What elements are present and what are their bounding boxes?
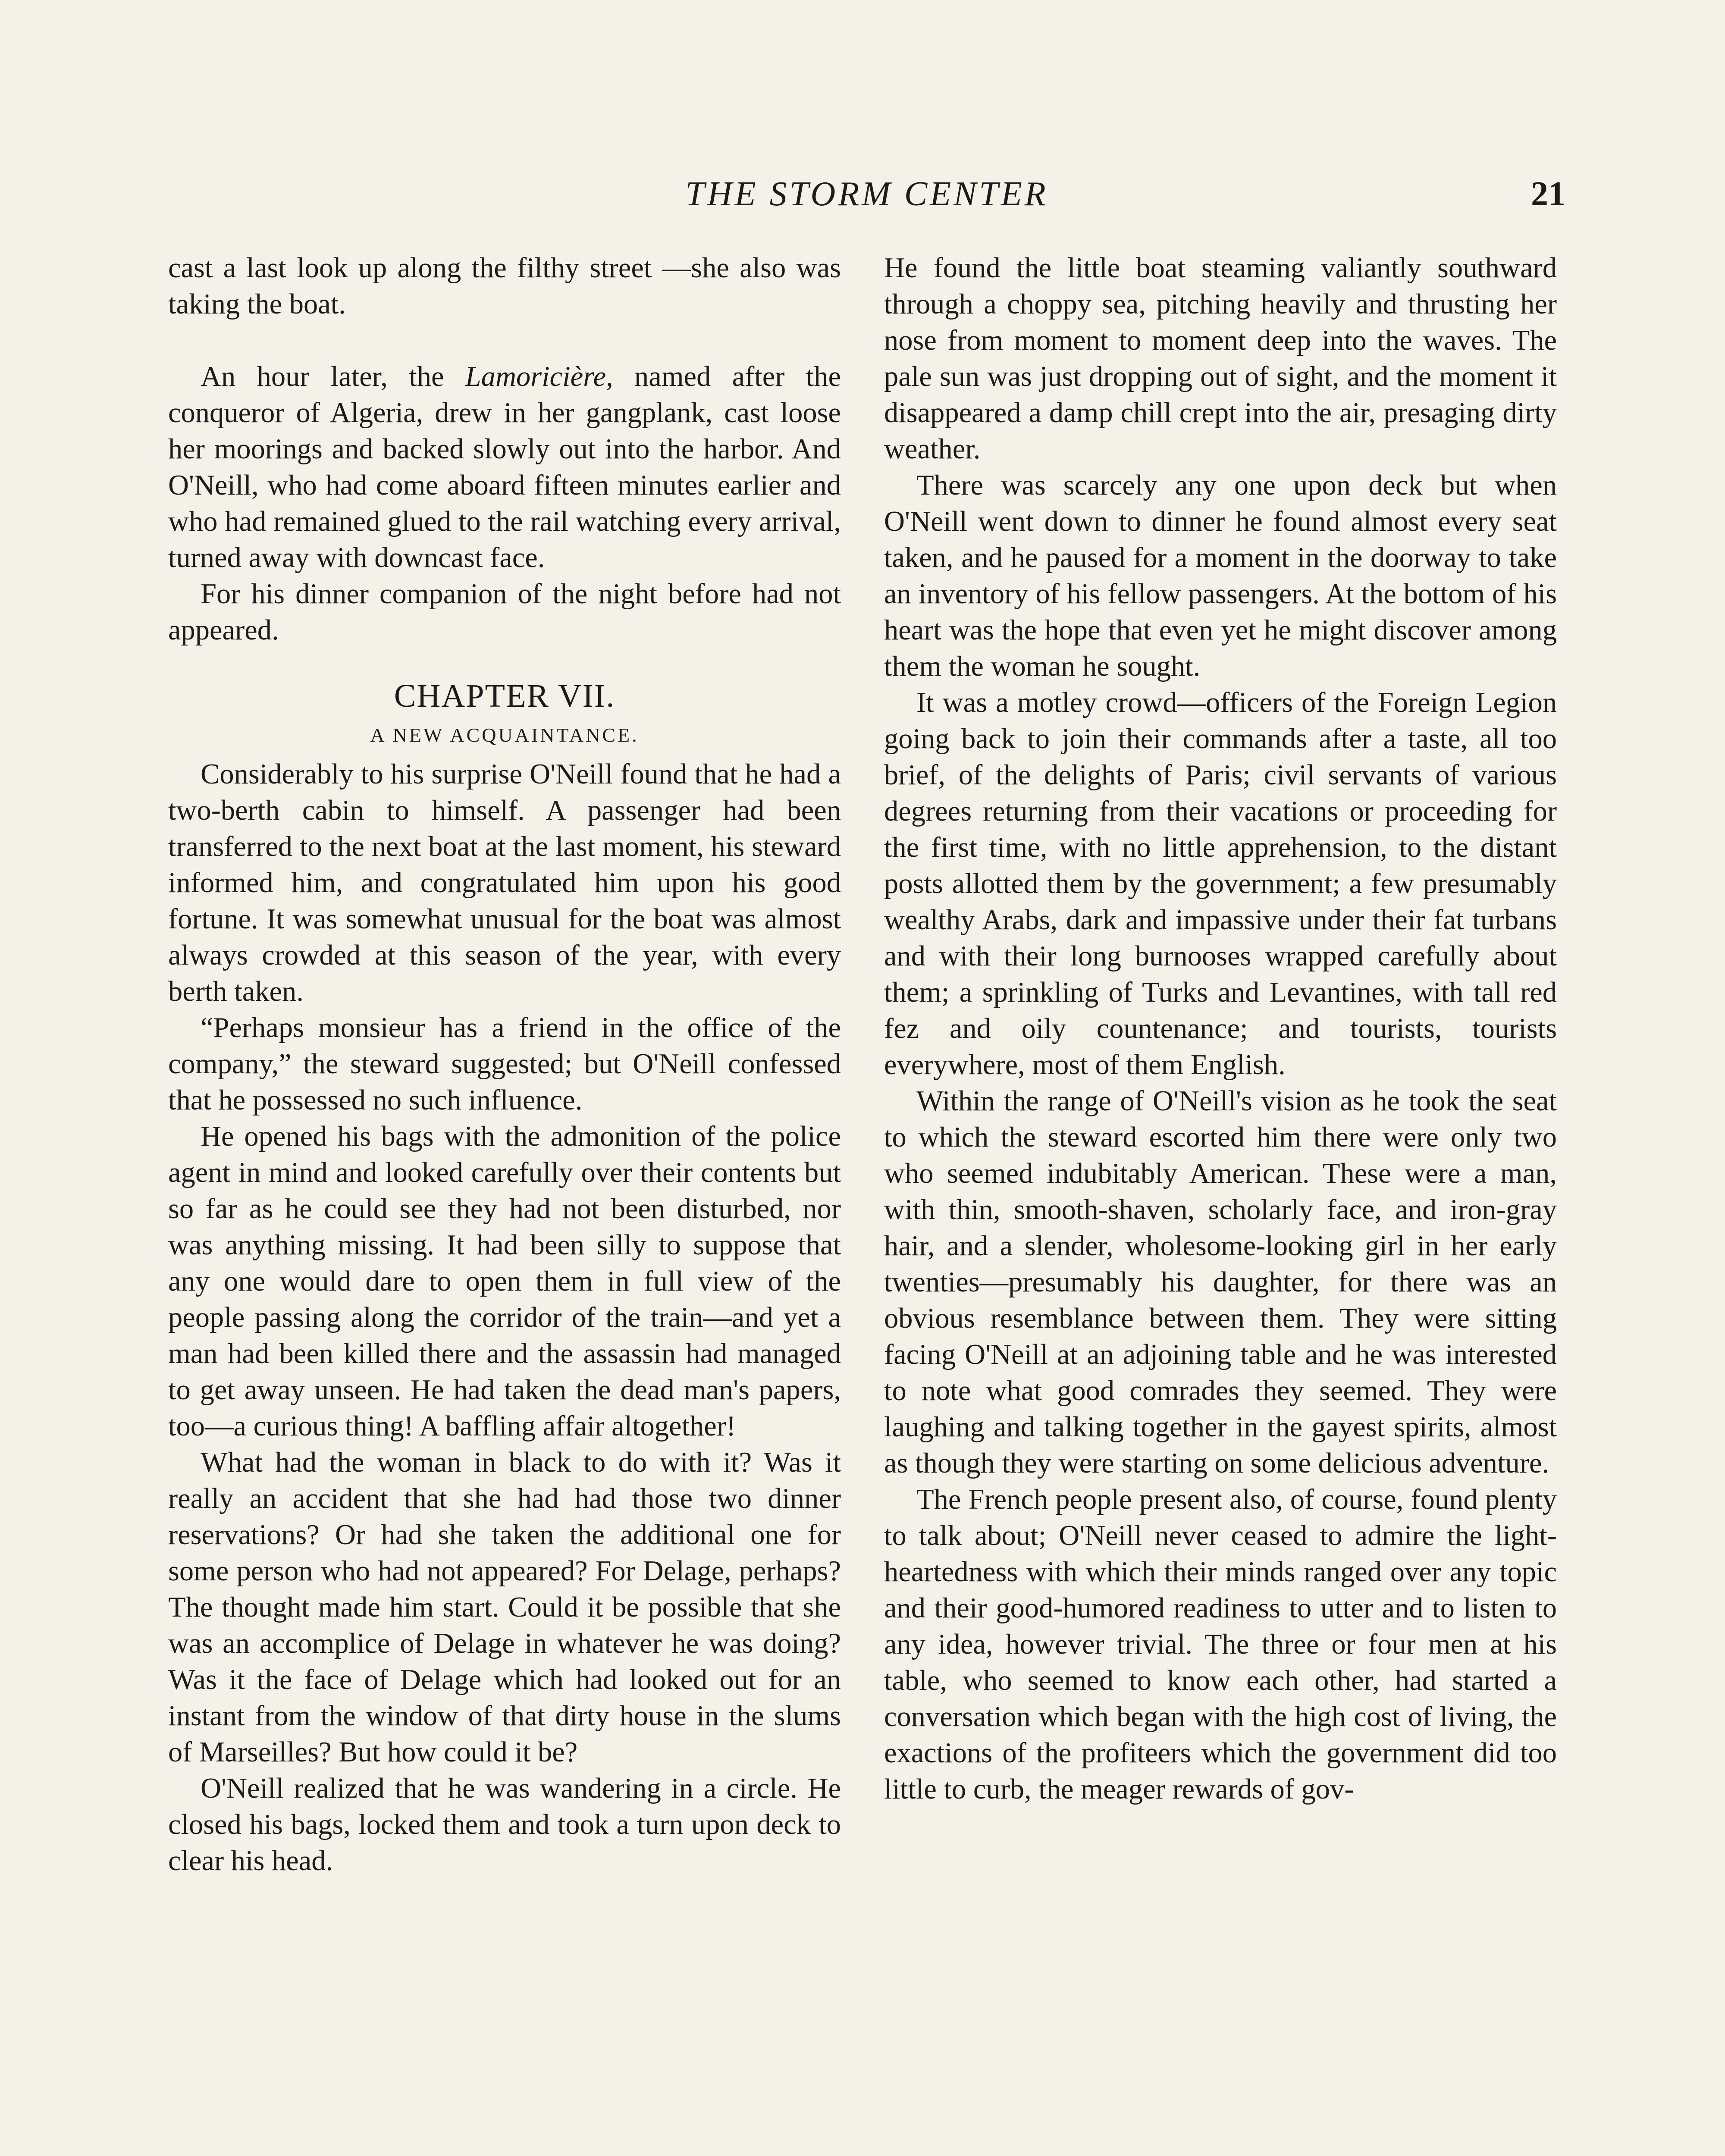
chapter-subtitle: A NEW ACQUAINTANCE. [370, 724, 639, 746]
text-run: named after the conqueror of Algeria, drew in her gangplank, cast loose her moorings and backed slowly out into the harbor. And O'Neill, who had come aboard fifteen minutes earlier and who had remained glued to the rail watching every arrival, turned away with downcast face. [168, 361, 841, 573]
paragraph: O'Neill realized that he was wandering in a circle. He closed his bags, locked them and took a turn upon deck to clear his head. [168, 1773, 841, 1877]
paragraph: He opened his bags with the admonition of the police agent in mind and looked carefully over their contents but so far as he could see they had not been disturbed, nor was anything missing. It had been silly to suppose that any one would dare to open them in full view of the people passing along the corridor of the train—and yet a man had been killed there and the assassin had managed to get away unseen. He had taken the dead man's papers, too—a curious thing! A baffling affair altogether! [168, 1121, 841, 1442]
paragraph: Considerably to his surprise O'Neill found that he had a two-berth cabin to himself. A passenger had been transferred to the next boat at the last moment, his steward informed him, and congratulated him upon his good fortune. It was somewhat unusual for the boat was almost always crowded at this season of the year, with every berth taken. [168, 758, 841, 1007]
running-title: THE STORM CENTER [685, 175, 1048, 213]
paragraph: He found the little boat steaming valiantly southward through a choppy sea, pitching heavily and thrusting her nose from moment to moment deep into the waves. The pale sun was just dropping out of sight, and the moment it disappeared a damp chill crept into the air, presaging dirty weather. [884, 252, 1557, 465]
chapter-title: CHAPTER VII. [394, 678, 615, 714]
text-run: An hour later, the [201, 361, 465, 392]
paragraph: It was a motley crowd—officers of the Foreign Legion going back to join their commands after a taste, all too brief, of the delights of Paris; civil servants of various degrees returning from their vacations or proceeding for the first time, with no little apprehension, to the distant posts allotted them by the government; a few presumably wealthy Arabs, dark and impassive under their fat turbans and with their long burnooses wrapped carefully about them; a sprinkling of Turks and Levantines, with tall red fez and oily countenance; and tourists, tourists everywhere, most of them English. [884, 687, 1557, 1081]
paragraph: Within the range of O'Neill's vision as he took the seat to which the steward escorted him there were only two who seemed indubitably American. These were a man, with thin, smooth-shaven, scholarly face, and iron-gray hair, and a slender, wholesome-looking girl in her early twenties—presumably his daughter, for there was an obvious resemblance between them. They were sitting facing O'Neill at an adjoining table and he was interested to note what good comrades they seemed. They were laughing and talking together in the gayest spirits, almost as though they were starting on some delicious adventure. [884, 1085, 1557, 1479]
paragraph [168, 359, 841, 576]
paragraph: “Perhaps monsieur has a friend in the office of the company,” the steward suggested; but O'Neill confessed that he possessed no such influence. [168, 1012, 841, 1116]
paragraph: There was scarcely any one upon deck but when O'Neill went down to dinner he found almost every seat taken, and he paused for a moment in the doorway to take an inventory of his fellow passengers. At the bottom of his heart was the hope that even yet he might discover among them the woman he sought. [884, 470, 1557, 682]
paragraph: For his dinner companion of the night before had not appeared. [168, 578, 841, 646]
page-number: 21 [1531, 175, 1565, 213]
ship-name: Lamoricière, [465, 361, 613, 392]
left-column [168, 250, 841, 1879]
right-column [884, 250, 1557, 1808]
running-header [168, 172, 1565, 220]
paragraph-gap [168, 323, 841, 359]
paragraph: The French people present also, of course, found plenty to talk about; O'Neill never ceased to admire the light-heartedness with which their minds ranged over any topic and their good-humored readiness to utter and to listen to any idea, however trivial. The three or four men at his table, who seemed to know each other, had started a conversation which began with the high cost of living, the exactions of the profiteers which the government did too little to curb, the meager rewards of gov- [884, 1484, 1557, 1805]
paragraph: What had the woman in black to do with it? Was it really an accident that she had had those two dinner reservations? Or had she taken the additional one for some person who had not appeared? For Delage, perhaps? The thought made him start. Could it be possible that she was an accomplice of Delage in whatever he was doing? Was it the face of Delage which had looked out for an instant from the window of that dirty house in the slums of Marseilles? But how could it be? [168, 1447, 841, 1768]
paragraph: cast a last look up along the filthy street —she also was taking the boat. [168, 252, 841, 320]
